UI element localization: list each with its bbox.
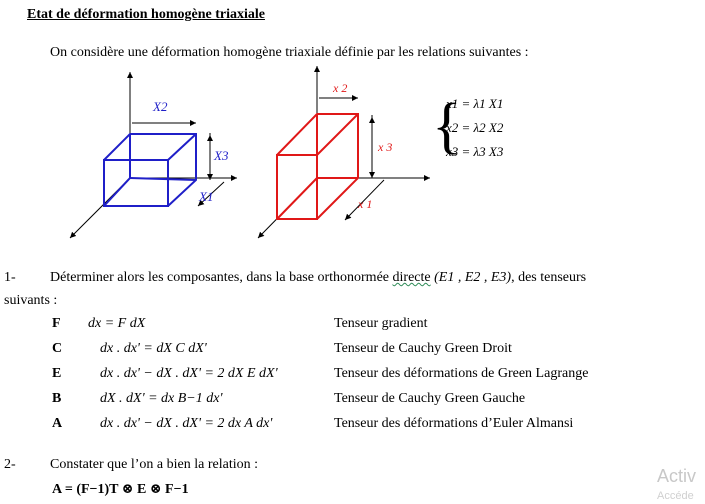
tensor-formula-A: dx . dx' − dX . dX' = 2 dx A dx' [100, 416, 273, 431]
q2-number: 2- [4, 457, 16, 472]
tensor-letter-F: F [52, 316, 61, 331]
q1-text [50, 270, 586, 286]
initial-axes [70, 72, 237, 238]
tensor-letter-C: C [52, 341, 63, 356]
deformation-figure [0, 60, 705, 250]
tensor-desc-B: Tenseur de Cauchy Green Gauche [334, 391, 526, 406]
relation-2: x2 = λ2 X2 [446, 120, 504, 135]
label-X3: X3 [214, 148, 229, 163]
tensor-desc-E: Tenseur des déformations de Green Lagrange [334, 366, 589, 381]
label-x2: x 2 [333, 81, 348, 95]
tensor-letter-B: B [52, 391, 62, 406]
tensor-desc-C: Tenseur de Cauchy Green Droit [334, 341, 512, 356]
brace: { [432, 92, 462, 160]
tensor-formula-F: dx = F dX [88, 316, 146, 331]
q2-relation: A = (F−1)T ⊗ E ⊗ F−1 [52, 482, 189, 497]
tensor-desc-F: Tenseur gradient [334, 316, 428, 331]
tensor-letter-E: E [52, 366, 62, 381]
relation-1: x1 = λ1 X1 [446, 96, 504, 111]
q2-text: Constater que l’on a bien la relation : [50, 457, 258, 472]
deformed-box [277, 114, 358, 219]
page-title: Etat de déformation homogène triaxiale [27, 7, 265, 22]
relations-system [432, 92, 504, 164]
label-x1: x 1 [358, 197, 373, 211]
q1-text-after: , des tenseurs [511, 270, 587, 285]
relation-3: x3 = λ3 X3 [446, 144, 504, 159]
intro-text: On considère une déformation homogène triaxiale définie par les relations suivantes : [50, 45, 529, 60]
label-x3: x 3 [378, 140, 393, 154]
tensor-formula-E: dx . dx' − dX . dX' = 2 dX E dX' [100, 366, 278, 381]
initial-box [104, 134, 196, 206]
q1-basis: (E1 , E2 , E3) [434, 270, 512, 285]
q1-number: 1- [4, 270, 16, 285]
tensor-letter-A: A [52, 416, 63, 431]
label-X2: X2 [153, 99, 168, 114]
q1-text-before: Déterminer alors les composantes, dans la base orthonormée [50, 270, 390, 285]
activation-watermark: Activ [657, 466, 697, 486]
tensor-desc-A: Tenseur des déformations d’Euler Almansi [334, 416, 574, 431]
activation-watermark-sub: Accéde [657, 490, 694, 502]
q1-underlined-word: directe [392, 270, 431, 285]
tensor-formula-C: dx . dx' = dX C dX' [100, 341, 207, 356]
tensor-formula-B: dX . dX' = dx B−1 dx' [100, 391, 223, 406]
label-X1: X1 [199, 189, 214, 204]
q1-continuation: suivants : [4, 293, 58, 308]
